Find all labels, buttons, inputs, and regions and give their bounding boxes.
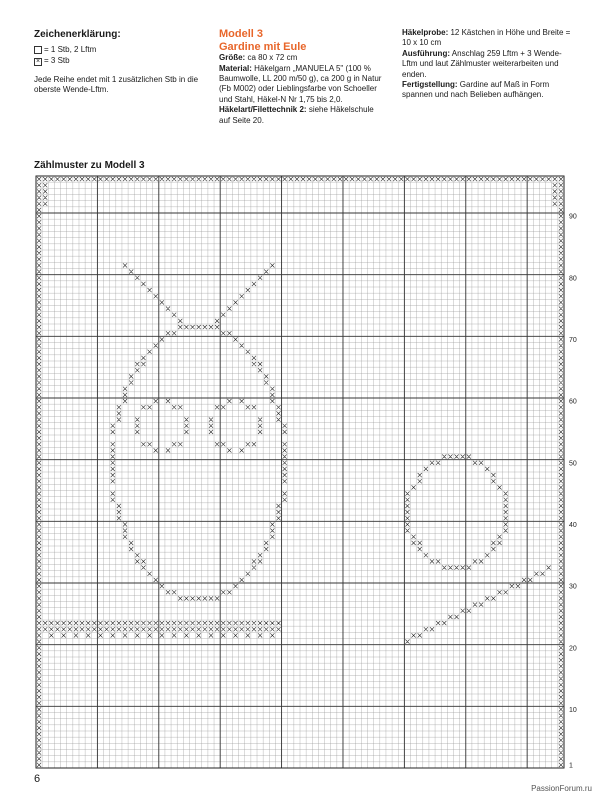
model-title: Modell 3 [219, 28, 264, 40]
finishing-value: Gardine auf Maß in Form spannen und nach Belieben aufhängen. [402, 79, 550, 100]
execution-value: Anschlag 259 Lftm + 3 Wende-Lftm und laut Zählmuster weiterarbeiten und enden. [402, 48, 562, 79]
legend-note: Jede Reihe endet mit 1 zusätzlichen Stb in die oberste Wende-Lftm. [34, 74, 199, 95]
row-label: 10 [569, 706, 577, 714]
row-label: 60 [569, 398, 577, 406]
finishing-label: Fertigstellung: [402, 79, 458, 89]
size-label: Größe: [219, 53, 246, 63]
row-label: 80 [569, 275, 577, 283]
row-label: 1 [569, 762, 573, 770]
row-label: 50 [569, 460, 577, 468]
material-label: Material: [219, 63, 252, 73]
row-label: 30 [569, 583, 577, 591]
row-label: 90 [569, 213, 577, 221]
technique-value: siehe Häkelschule auf Seite 20. [219, 105, 374, 125]
legend-text-empty: = 1 Stb, 2 Lftm [44, 45, 97, 54]
technique-label: Häkelart/Filettechnik 2: [219, 105, 307, 115]
row-label: 20 [569, 645, 577, 653]
execution-label: Ausführung: [402, 48, 450, 58]
legend-text-filled: = 3 Stb [44, 56, 70, 66]
model-subtitle: Gardine mit Eule [219, 40, 307, 53]
row-label: 40 [569, 521, 577, 529]
row-label: 70 [569, 336, 577, 344]
watermark: PassionForum.ru [531, 784, 592, 793]
material-value: Häkelgarn „MANUELA 5" (100 % Baumwolle, LL 200 m/50 g), ca 200 g in Natur (Fb M002) oder Lieblingsfarbe von Schoeller und Stahl, Häkel-N Nr 1,75 bis 2,0. [219, 63, 382, 104]
chart-title: Zählmuster zu Modell 3 [34, 160, 145, 171]
page-number: 6 [34, 773, 41, 785]
gauge-label: Häkelprobe: [402, 28, 449, 37]
legend-heading: Zeichenerklärung: [34, 29, 121, 40]
size-value: ca 80 x 72 cm [247, 53, 298, 63]
cross-square-icon: × [35, 57, 41, 65]
gauge-value: 12 Kästchen in Höhe und Breite = 10 x 10 cm [402, 28, 571, 48]
